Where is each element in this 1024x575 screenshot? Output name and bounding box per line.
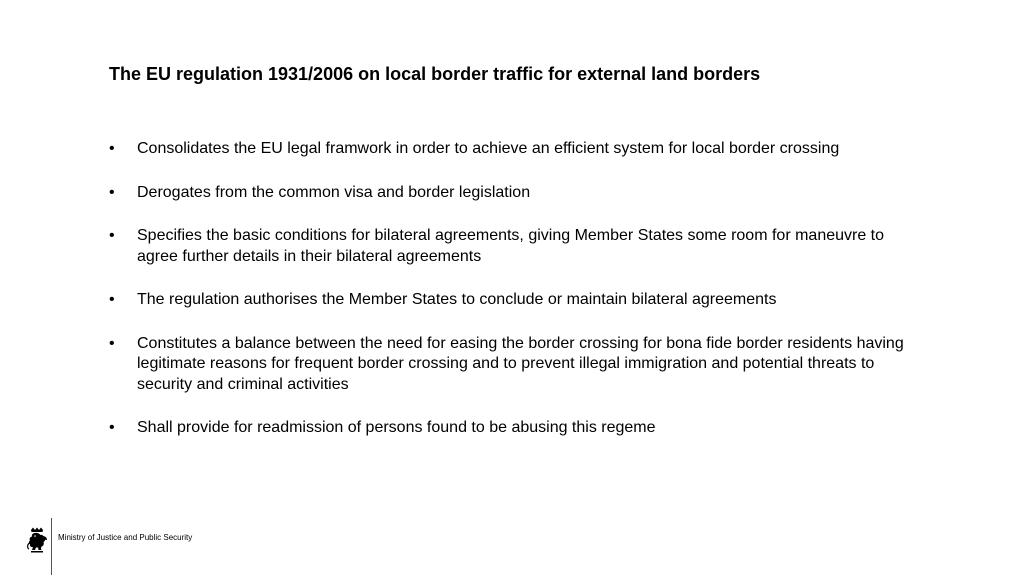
bullet-item [109, 290, 929, 311]
bullet-list [109, 139, 929, 439]
bullet-dot-icon: • [109, 419, 115, 436]
bullet-dot-icon: • [109, 334, 115, 352]
bullet-item [109, 226, 929, 267]
bullet-text: The regulation authorises the Member States to conclude or maintain bilateral agreements [137, 291, 777, 308]
bullet-text: Shall provide for readmission of persons found to be abusing this regeme [137, 419, 656, 436]
bullet-item [109, 139, 929, 160]
bullet-text: Constitutes a balance between the need for easing the border crossing for bona fide border residents having legitimate reasons for frequent border crossing and to prevent illegal immigration and potential threats to security and criminal activities [137, 334, 904, 393]
bullet-text: Derogates from the common visa and border legislation [137, 183, 531, 201]
bullet-dot-icon: • [109, 291, 115, 308]
ministry-name: Ministry of Justice and Public Security [58, 533, 193, 542]
footer-divider [51, 518, 52, 575]
bullet-text: Specifies the basic conditions for bilateral agreements, giving Member States some room for maneuvre to agree further details in their bilateral agreements [137, 227, 885, 265]
bullet-dot-icon: • [109, 227, 115, 244]
bullet-text: Consolidates the EU legal framwork in order to achieve an efficient system for local border crossing [137, 140, 840, 157]
bullet-item [109, 334, 929, 396]
bullet-item [109, 418, 929, 439]
bullet-item [109, 183, 929, 204]
bullet-dot-icon: • [109, 140, 115, 157]
bullet-dot-icon: • [109, 183, 115, 201]
norwegian-lion-crest-icon [26, 527, 48, 553]
footer [0, 518, 400, 575]
slide-title: The EU regulation 1931/2006 on local border traffic for external land borders [109, 64, 761, 84]
